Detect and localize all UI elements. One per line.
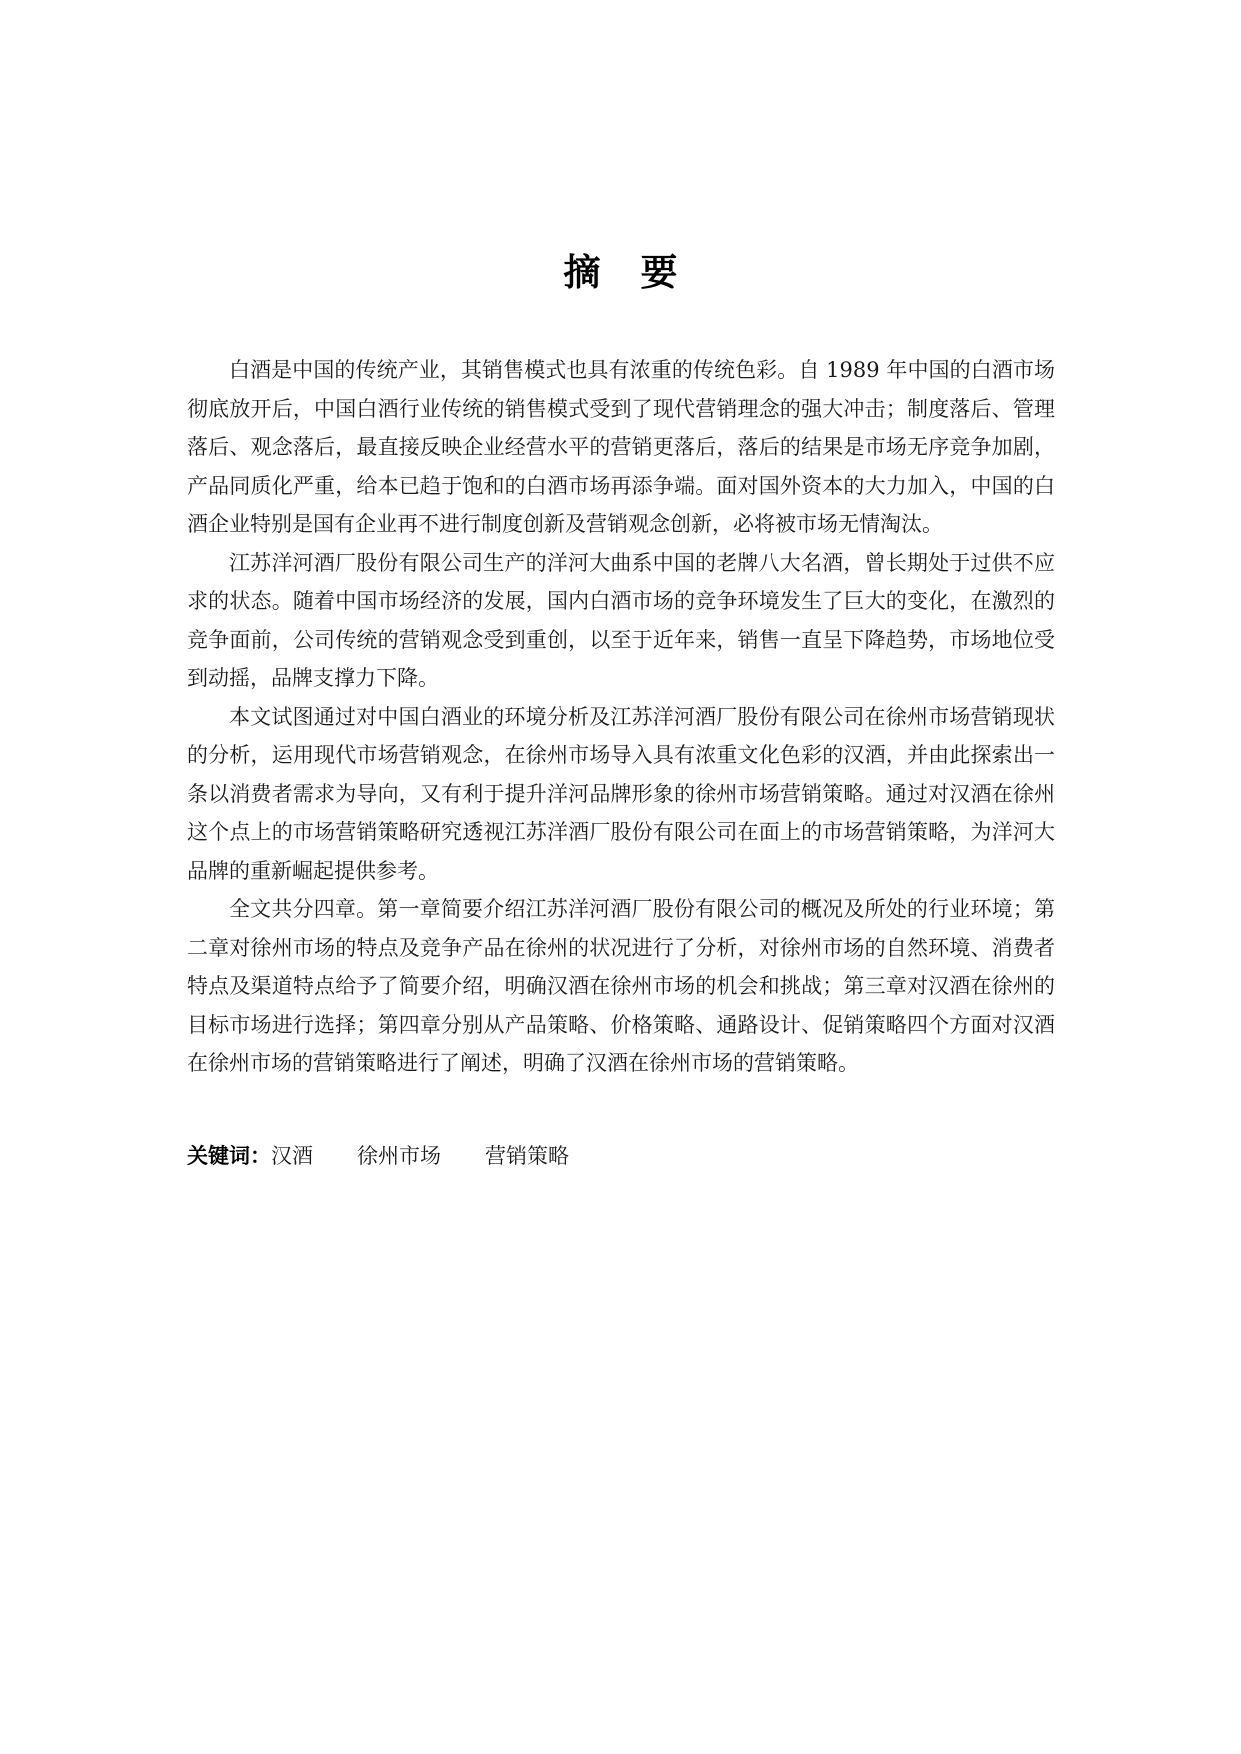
keywords-label: 关键词： [187,1144,271,1168]
abstract-paragraph-1: 白酒是中国的传统产业，其销售模式也具有浓重的传统色彩。自 1989 年中国的白酒市场彻底放开后，中国白酒行业传统的销售模式受到了现代营销理念的强大冲击；制度落后、管理落后、观念落后，最直接反映企业经营水平的营销更落后，落后的结果是市场无序竞争加剧，产品同质化严重，给本已趋于饱和的白酒市场再添争端。面对国外资本的大力加入，中国的白酒企业特别是国有企业再不进行制度创新及营销观念创新，必将被市场无情淘汰。 [187,358,1055,536]
keyword-term: 营销策略 [485,1144,569,1168]
abstract-paragraph-4: 全文共分四章。第一章简要介绍江苏洋河酒厂股份有限公司的概况及所处的行业环境；第二章对徐州市场的特点及竞争产品在徐州的状况进行了分析，对徐州市场的自然环境、消费者特点及渠道特点给予了简要介绍，明确汉酒在徐州市场的机会和挑战；第三章对汉酒在徐州的目标市场进行选择；第四章分别从产品策略、价格策略、通路设计、促销策略四个方面对汉酒在徐州市场的营销策略进行了阐述，明确了汉酒在徐州市场的营销策略。 [187,897,1055,1075]
abstract-paragraph-3: 本文试图通过对中国白酒业的环境分析及江苏洋河酒厂股份有限公司在徐州市场营销现状的分析，运用现代市场营销观念，在徐州市场导入具有浓重文化色彩的汉酒，并由此探索出一条以消费者需求为导向，又有利于提升洋河品牌形象的徐州市场营销策略。通过对汉酒在徐州这个点上的市场营销策略研究透视江苏洋酒厂股份有限公司在面上的市场营销策略，为洋河大品牌的重新崛起提供参考。 [187,704,1055,883]
keyword-term: 徐州市场 [357,1144,441,1168]
abstract-body [187,351,1055,1083]
keywords-line [187,1137,569,1175]
abstract-paragraph-2: 江苏洋河酒厂股份有限公司生产的洋河大曲系中国的老牌八大名酒，曾长期处于过供不应求的状态。随着中国市场经济的发展，国内白酒市场的竞争环境发生了巨大的变化，在激烈的竞争面前，公司传统的营销观念受到重创，以至于近年来，销售一直呈下降趋势，市场地位受到动摇，品牌支撑力下降。 [187,550,1055,690]
page-title: 摘要 [563,251,718,294]
keyword-term: 汉酒 [271,1144,313,1168]
